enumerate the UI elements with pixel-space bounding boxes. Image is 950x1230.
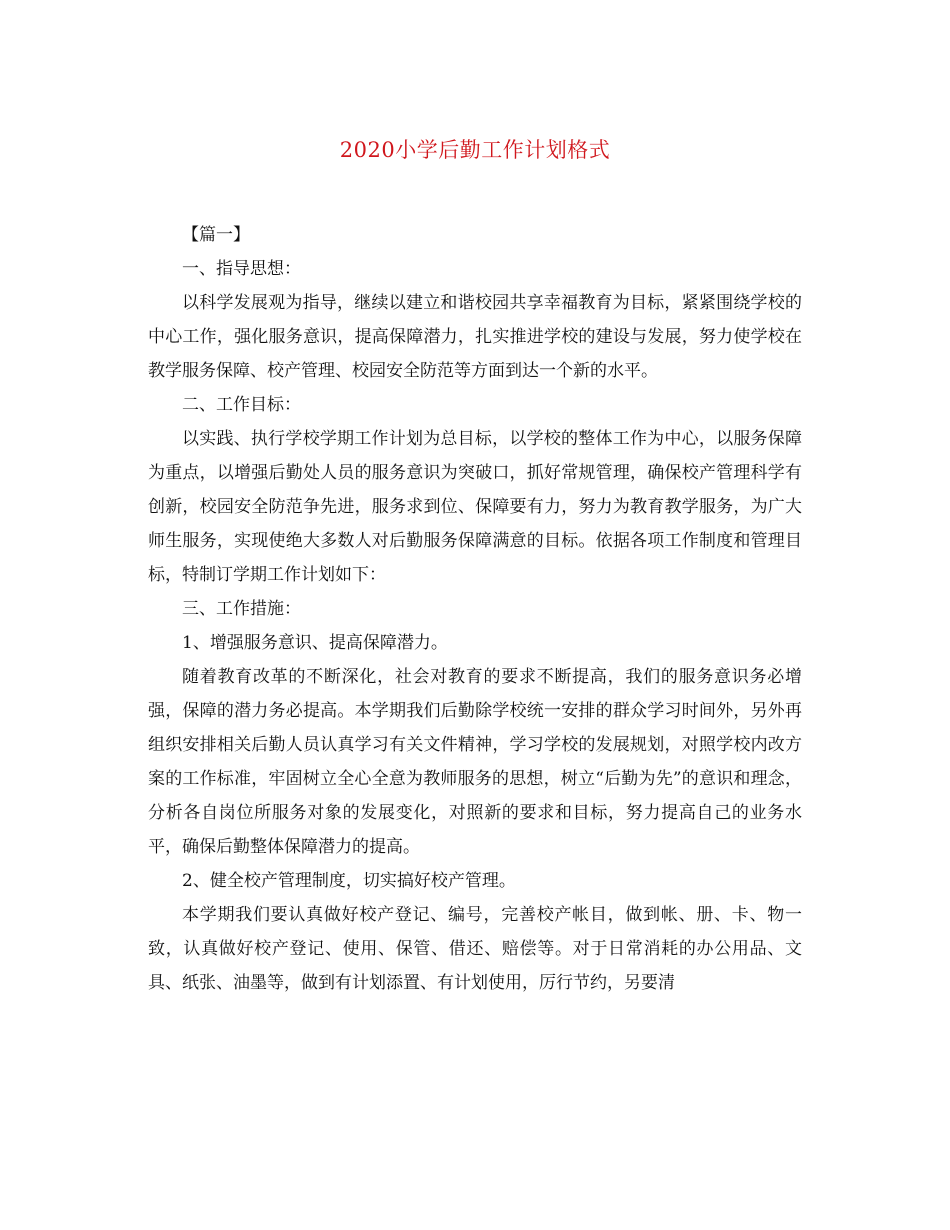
subheading-measure-2: 2、健全校产管理制度，切实搞好校产管理。: [182, 871, 516, 891]
heading-work-measures: 三、工作措施：: [182, 599, 301, 619]
heading-work-goals: 二、工作目标：: [182, 395, 301, 415]
heading-guiding-ideology: 一、指导思想：: [182, 259, 301, 279]
section-label: 【篇一】: [182, 225, 250, 245]
document-body: [148, 218, 802, 1000]
document-title: 2020小学后勤工作计划格式: [339, 138, 611, 162]
paragraph-measure-1: 随着教育改革的不断深化，社会对教育的要求不断提高，我们的服务意识务必增强，保障的潜力务必提高。本学期我们后勤除学校统一安排的群众学习时间外，另外再组织安排相关后勤人员认真学习有关文件精神，学习学校的发展规划，对照学校内改方案的工作标准，牢固树立全心全意为教师服务的思想，树立“后勤为先”的意识和理念，分析各自岗位所服务对象的发展变化，对照新的要求和目标，努力提高自己的业务水平，确保后勤整体保障潜力的提高。: [148, 667, 802, 857]
paragraph-measure-2: 本学期我们要认真做好校产登记、编号，完善校产帐目，做到帐、册、卡、物一致，认真做好校产登记、使用、保管、借还、赔偿等。对于日常消耗的办公用品、文具、纸张、油墨等，做到有计划添置、有计划使用，厉行节约，另要清: [148, 905, 802, 993]
paragraph-work-goals: 以实践、执行学校学期工作计划为总目标，以学校的整体工作为中心，以服务保障为重点，以增强后勤处人员的服务意识为突破口，抓好常规管理，确保校产管理科学有创新，校园安全防范争先进，服务求到位、保障要有力，努力为教育教学服务，为广大师生服务，实现使绝大多数人对后勤服务保障满意的目标。依据各项工作制度和管理目标，特制订学期工作计划如下：: [148, 429, 802, 585]
subheading-measure-1: 1、增强服务意识、提高保障潜力。: [182, 633, 448, 653]
paragraph-guiding-ideology: 以科学发展观为指导，继续以建立和谐校园共享幸福教育为目标，紧紧围绕学校的中心工作，强化服务意识，提高保障潜力，扎实推进学校的建设与发展，努力使学校在教学服务保障、校产管理、校园安全防范等方面到达一个新的水平。: [148, 293, 802, 381]
